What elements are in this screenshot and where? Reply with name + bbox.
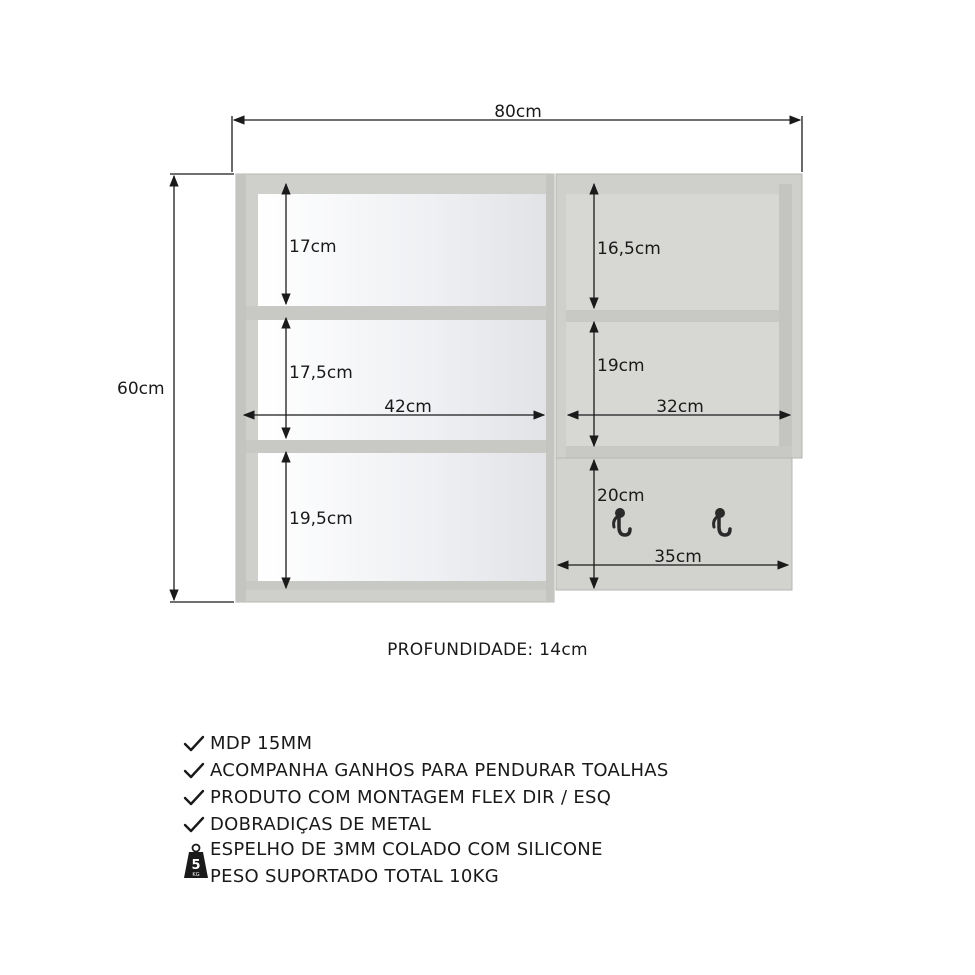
check-icon	[182, 788, 210, 808]
dim-left-shelf-2-label: 17,5cm	[289, 363, 353, 383]
weight-info	[182, 838, 603, 892]
feature-text: MDP 15MM	[210, 733, 313, 754]
check-icon	[182, 761, 210, 781]
dim-left-shelf-1-label: 17cm	[289, 237, 337, 257]
dim-right-width-label: 32cm	[656, 397, 704, 417]
dim-height-label: 60cm	[117, 379, 165, 399]
dim-left-width-label: 42cm	[384, 397, 432, 417]
left-cabinet	[236, 174, 554, 602]
depth-label: PROFUNDIDADE: 14cm	[387, 640, 588, 660]
weight-line-mirror: ESPELHO DE 3MM COLADO COM SILICONE	[210, 839, 603, 860]
check-icon	[182, 734, 210, 754]
check-icon	[182, 815, 210, 835]
dim-right-shelf-2-label: 19cm	[597, 356, 645, 376]
feature-item	[182, 730, 669, 757]
dim-width-label: 80cm	[494, 102, 542, 122]
feature-item	[182, 784, 669, 811]
dim-left-shelf-3-label: 19,5cm	[289, 509, 353, 529]
feature-text: ACOMPANHA GANHOS PARA PENDURAR TOALHAS	[210, 760, 669, 781]
dim-hook-width-label: 35cm	[654, 547, 702, 567]
hook-panel	[556, 458, 792, 590]
dim-hook-height-label: 20cm	[597, 486, 645, 506]
weight-line-load: PESO SUPORTADO TOTAL 10KG	[210, 866, 500, 887]
weight-icon	[182, 838, 210, 882]
feature-item	[182, 757, 669, 784]
weight-icon-unit: KG	[192, 872, 200, 878]
dim-right-shelf-1-label: 16,5cm	[597, 239, 661, 259]
feature-item	[182, 811, 669, 838]
weight-icon-value: 5	[191, 858, 201, 873]
feature-text: PRODUTO COM MONTAGEM FLEX DIR / ESQ	[210, 787, 612, 808]
feature-list	[182, 730, 669, 838]
feature-text: DOBRADIÇAS DE METAL	[210, 814, 432, 835]
